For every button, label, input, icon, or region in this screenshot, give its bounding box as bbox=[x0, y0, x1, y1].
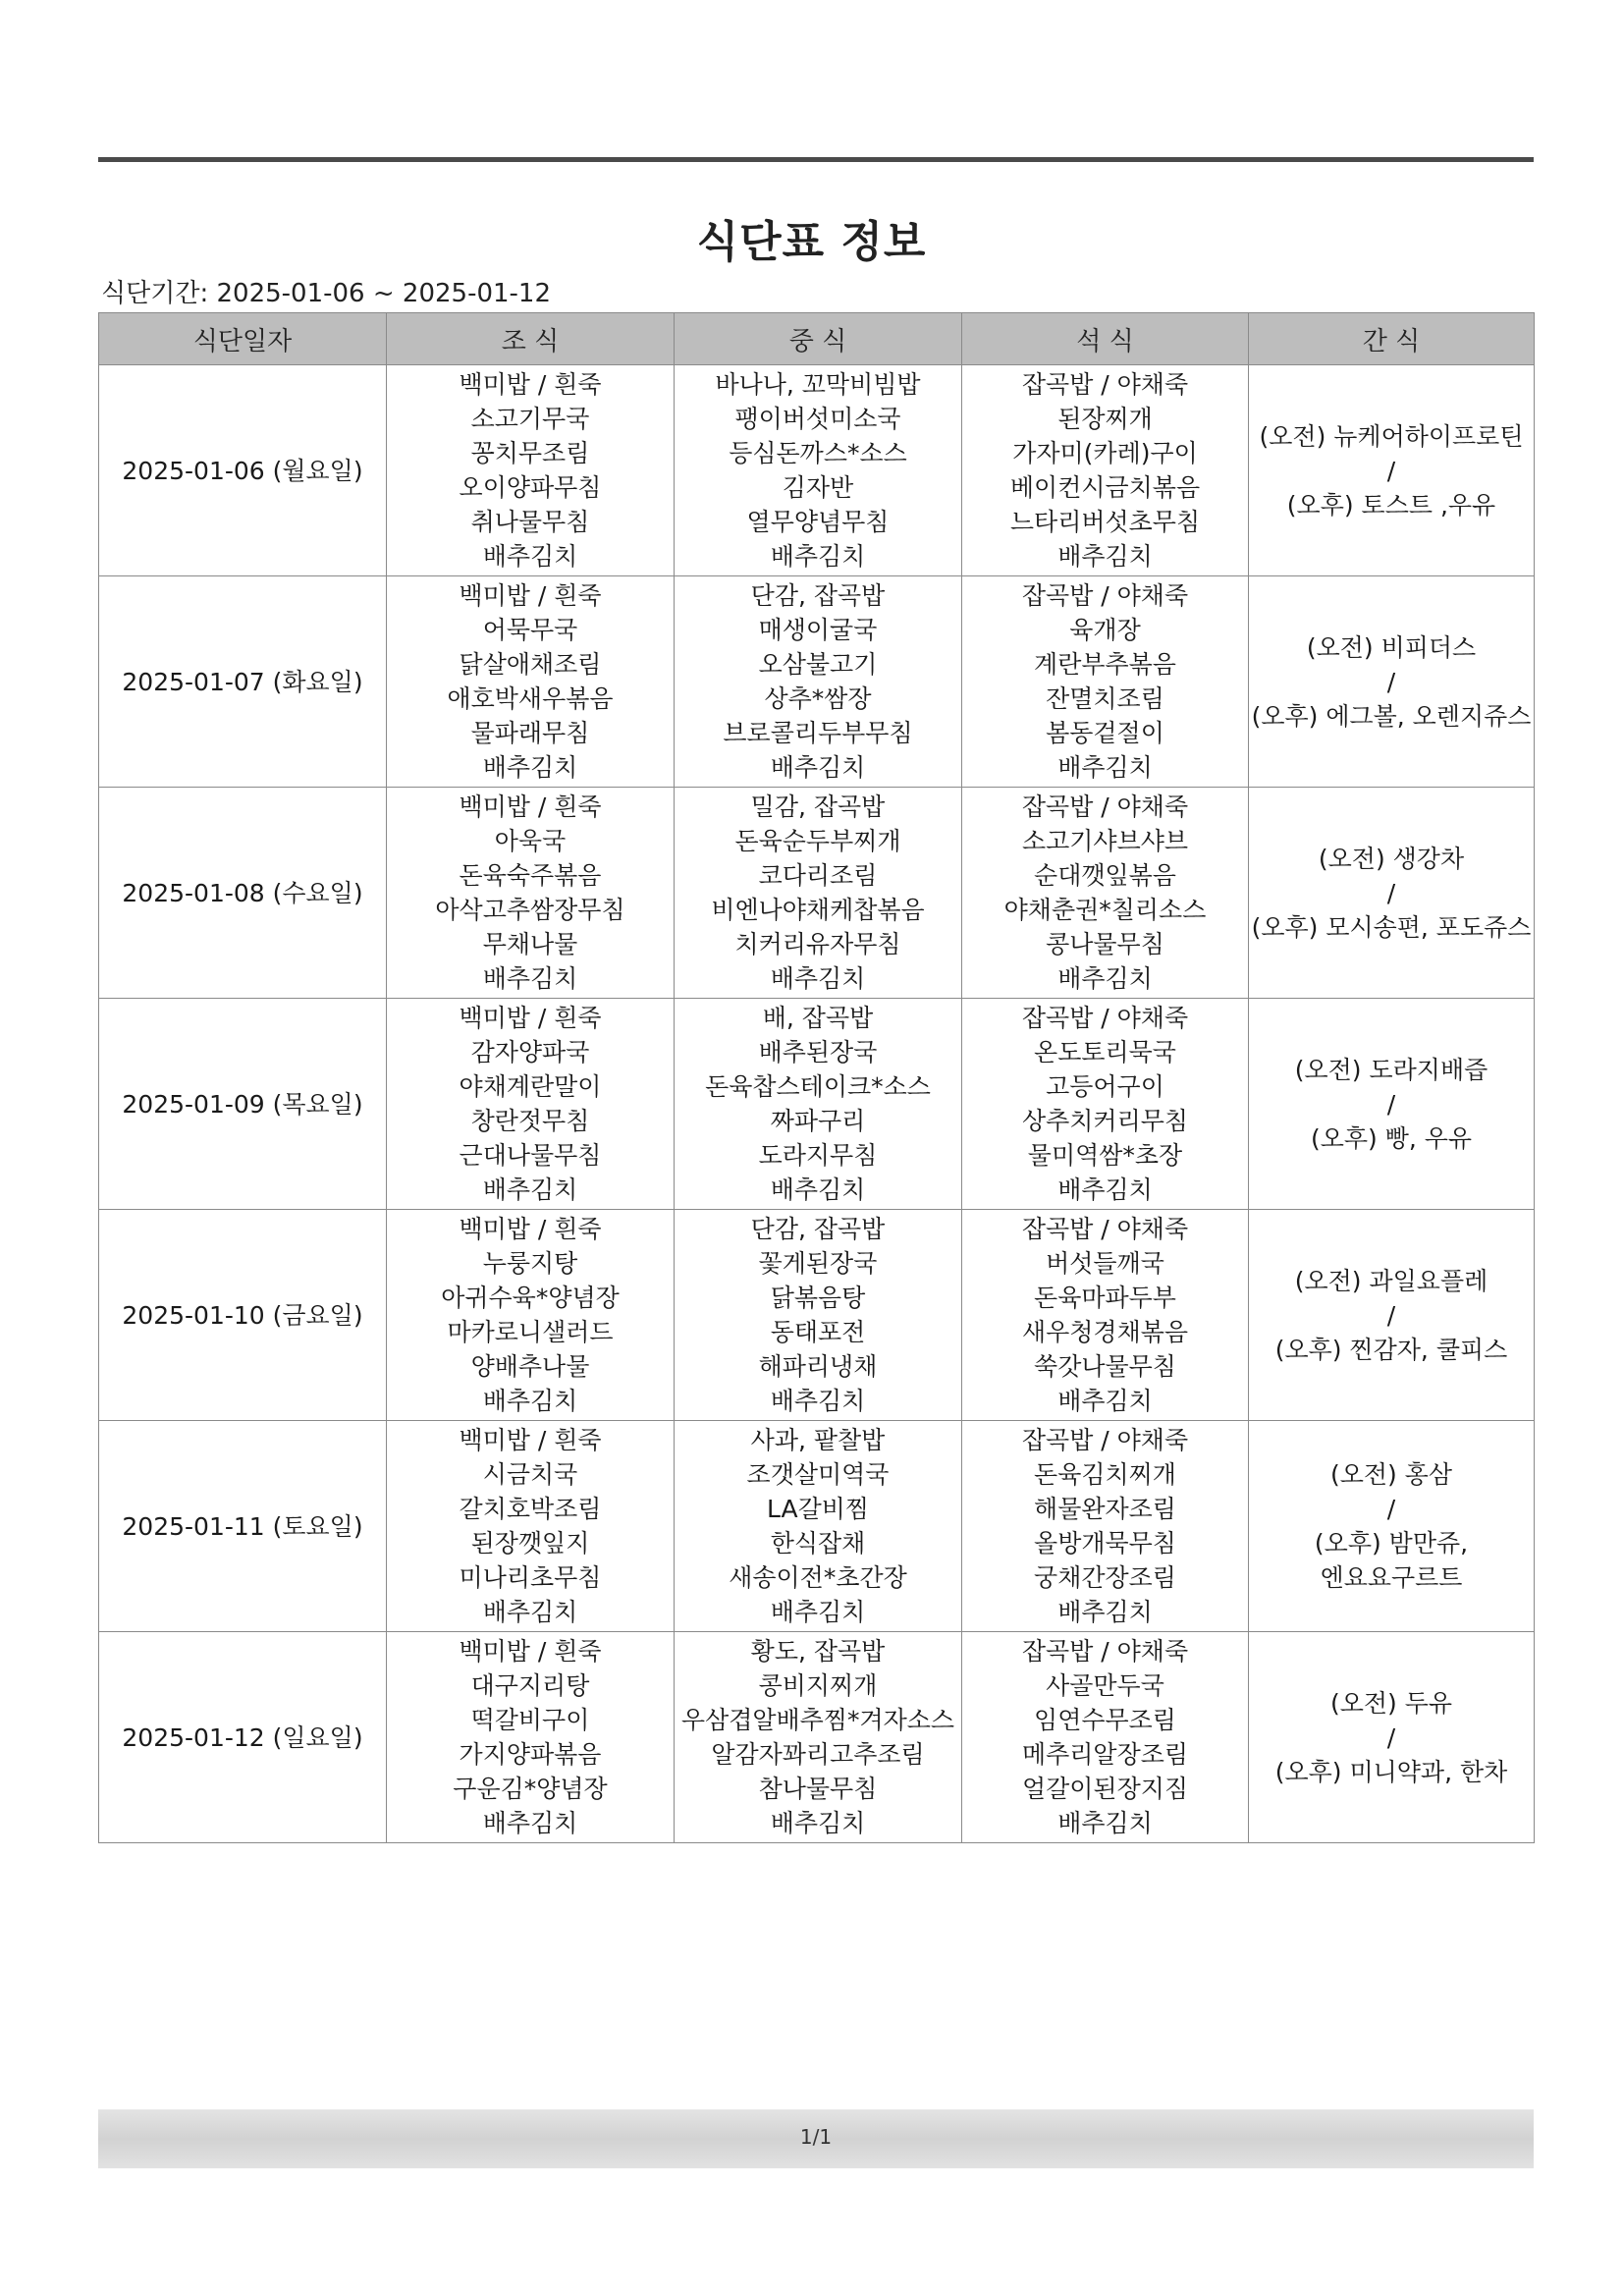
breakfast-cell bbox=[387, 1210, 675, 1421]
date-cell: 2025-01-08 (수요일) bbox=[99, 788, 387, 999]
menu-item: / bbox=[1386, 878, 1396, 907]
menu-item: 한식잡채 bbox=[770, 1529, 866, 1558]
header-breakfast: 조 식 bbox=[387, 313, 675, 365]
menu-item: 돈육마파두부 bbox=[1034, 1284, 1176, 1312]
menu-item: (오전) 홍삼 bbox=[1329, 1460, 1453, 1489]
menu-item: 잡곡밥 / 야채죽 bbox=[1021, 1637, 1189, 1666]
menu-item: 배추김치 bbox=[482, 964, 578, 993]
date-cell: 2025-01-09 (목요일) bbox=[99, 999, 387, 1210]
menu-item: 대구지리탕 bbox=[470, 1671, 590, 1700]
menu-item: 배추김치 bbox=[482, 1387, 578, 1415]
page-title: 식단표 정보 bbox=[696, 217, 927, 267]
menu-item: / bbox=[1386, 1495, 1396, 1523]
menu-item: 우삼겹알배추찜*겨자소스 bbox=[680, 1706, 955, 1734]
lunch-cell bbox=[675, 1632, 962, 1843]
menu-item: 메추리알장조림 bbox=[1021, 1740, 1189, 1769]
menu-item: 배추김치 bbox=[1057, 542, 1153, 571]
breakfast-cell bbox=[387, 788, 675, 999]
menu-item: 갈치호박조림 bbox=[459, 1495, 602, 1523]
menu-item: 상추*쌈장 bbox=[764, 684, 872, 713]
menu-item: 짜파구리 bbox=[770, 1107, 866, 1135]
menu-item: 백미밥 / 흰죽 bbox=[459, 793, 602, 821]
table-body bbox=[99, 365, 1535, 1843]
menu-item: (오후) 빵, 우유 bbox=[1310, 1123, 1473, 1153]
header-lunch: 중 식 bbox=[675, 313, 962, 365]
header-snack: 간 식 bbox=[1249, 313, 1535, 365]
dinner-cell bbox=[962, 576, 1249, 788]
menu-item: 야채계란말이 bbox=[459, 1072, 602, 1101]
menu-item: 배추김치 bbox=[770, 1809, 866, 1837]
menu-item: 상추치커리무침 bbox=[1021, 1107, 1189, 1135]
breakfast-cell bbox=[387, 1632, 675, 1843]
menu-item: 근대나물무침 bbox=[459, 1141, 602, 1170]
snack-cell bbox=[1249, 788, 1535, 999]
menu-item: 마카로니샐러드 bbox=[447, 1318, 614, 1346]
menu-item: 배추김치 bbox=[482, 1598, 578, 1626]
menu-item: (오후) 토스트 ,우유 bbox=[1286, 490, 1496, 519]
table-header-row bbox=[99, 313, 1535, 365]
menu-item: 소고기샤브샤브 bbox=[1021, 827, 1189, 855]
menu-item: 아삭고추쌈장무침 bbox=[435, 896, 625, 924]
menu-item: 배추김치 bbox=[1057, 1598, 1153, 1626]
menu-item: (오전) 도라지배즙 bbox=[1294, 1055, 1488, 1084]
snack-cell bbox=[1249, 1421, 1535, 1632]
menu-item: 배추김치 bbox=[1057, 753, 1153, 782]
table-row bbox=[99, 1632, 1535, 1843]
menu-item: 배추김치 bbox=[1057, 1175, 1153, 1204]
menu-item: 배추김치 bbox=[770, 964, 866, 993]
menu-item: 잡곡밥 / 야채죽 bbox=[1021, 1215, 1189, 1243]
menu-item: 배추김치 bbox=[1057, 1387, 1153, 1415]
table-row bbox=[99, 365, 1535, 576]
menu-item: 코다리조림 bbox=[758, 861, 878, 890]
menu-item: 백미밥 / 흰죽 bbox=[459, 1004, 602, 1032]
dinner-cell bbox=[962, 999, 1249, 1210]
menu-item: 황도, 잡곡밥 bbox=[750, 1637, 886, 1666]
menu-item: 얼갈이된장지짐 bbox=[1021, 1775, 1189, 1803]
menu-item: 쑥갓나물무침 bbox=[1034, 1352, 1176, 1381]
breakfast-cell bbox=[387, 576, 675, 788]
menu-item: 열무양념무침 bbox=[746, 508, 890, 536]
menu-item: 버섯들깨국 bbox=[1046, 1249, 1164, 1278]
menu-item: 배추김치 bbox=[770, 1387, 866, 1415]
menu-item: 잡곡밥 / 야채죽 bbox=[1021, 1004, 1189, 1032]
menu-item: 가지양파볶음 bbox=[459, 1740, 602, 1769]
menu-item: 순대깻잎볶음 bbox=[1034, 861, 1176, 890]
menu-item: / bbox=[1386, 1722, 1396, 1752]
menu-item: 닭볶음탕 bbox=[770, 1284, 866, 1312]
snack-cell bbox=[1249, 1210, 1535, 1421]
menu-item: 아욱국 bbox=[494, 827, 567, 855]
menu-item: 돈육김치찌개 bbox=[1034, 1460, 1176, 1489]
menu-item: (오전) 두유 bbox=[1329, 1688, 1453, 1718]
menu-item: 떡갈비구이 bbox=[470, 1706, 590, 1734]
menu-item: / bbox=[1386, 1089, 1396, 1119]
menu-item: 콩비지찌개 bbox=[758, 1671, 878, 1700]
menu-item: (오전) 뉴케어하이프로틴 bbox=[1259, 421, 1524, 451]
menu-item: 취나물무침 bbox=[470, 508, 590, 536]
menu-item: / bbox=[1386, 456, 1396, 485]
dinner-cell bbox=[962, 788, 1249, 999]
menu-item: 엔요요구르트 bbox=[1320, 1563, 1463, 1592]
breakfast-cell bbox=[387, 365, 675, 576]
menu-item: 오이양파무침 bbox=[459, 473, 602, 502]
date-cell: 2025-01-11 (토요일) bbox=[99, 1421, 387, 1632]
menu-item: 새우청경채볶음 bbox=[1021, 1318, 1189, 1346]
menu-item: 야채춘권*칠리소스 bbox=[1003, 896, 1207, 924]
menu-item: 배추김치 bbox=[770, 1175, 866, 1204]
table-row bbox=[99, 1210, 1535, 1421]
menu-item: 사골만두국 bbox=[1046, 1671, 1164, 1700]
menu-item: (오후) 밤만쥬, bbox=[1314, 1529, 1469, 1558]
menu-item: 새송이전*초간장 bbox=[729, 1563, 907, 1592]
lunch-cell bbox=[675, 576, 962, 788]
menu-item: (오전) 비피더스 bbox=[1306, 632, 1477, 662]
menu-item: 잔멸치조림 bbox=[1046, 684, 1164, 713]
menu-item: 비엔나야채케찹볶음 bbox=[711, 896, 925, 924]
menu-item: 창란젓무침 bbox=[470, 1107, 590, 1135]
menu-item: 치커리유자무침 bbox=[734, 930, 901, 958]
menu-item: 소고기무국 bbox=[470, 405, 590, 433]
menu-item: 백미밥 / 흰죽 bbox=[459, 1637, 602, 1666]
menu-item: 백미밥 / 흰죽 bbox=[459, 370, 602, 399]
menu-item: 조갯살미역국 bbox=[746, 1460, 890, 1489]
menu-item: 김자반 bbox=[782, 473, 854, 502]
menu-item: LA갈비찜 bbox=[766, 1495, 870, 1523]
date-cell: 2025-01-10 (금요일) bbox=[99, 1210, 387, 1421]
table-row bbox=[99, 999, 1535, 1210]
table-row bbox=[99, 1421, 1535, 1632]
menu-item: (오후) 모시송편, 포도쥬스 bbox=[1251, 912, 1532, 942]
menu-item: 미나리초무침 bbox=[459, 1563, 602, 1592]
menu-item: 콩나물무침 bbox=[1046, 930, 1164, 958]
menu-item: 오삼불고기 bbox=[758, 650, 878, 679]
menu-item: 배추김치 bbox=[482, 1809, 578, 1837]
table-row bbox=[99, 576, 1535, 788]
menu-item: 배, 잡곡밥 bbox=[762, 1004, 874, 1032]
menu-item: 온도토리묵국 bbox=[1034, 1038, 1176, 1066]
menu-item: 베이컨시금치볶음 bbox=[1009, 473, 1201, 502]
menu-item: 배추김치 bbox=[1057, 964, 1153, 993]
breakfast-cell bbox=[387, 999, 675, 1210]
menu-item: 계란부추볶음 bbox=[1034, 650, 1176, 679]
menu-item: 돈육찹스테이크*소스 bbox=[705, 1072, 931, 1101]
date-cell: 2025-01-06 (월요일) bbox=[99, 365, 387, 576]
top-rule bbox=[98, 157, 1534, 162]
menu-item: 어묵무국 bbox=[482, 616, 578, 644]
lunch-cell bbox=[675, 999, 962, 1210]
dinner-cell bbox=[962, 1210, 1249, 1421]
menu-item: 잡곡밥 / 야채죽 bbox=[1021, 370, 1189, 399]
menu-item: 단감, 잡곡밥 bbox=[750, 581, 886, 610]
menu-item: 올방개묵무침 bbox=[1034, 1529, 1176, 1558]
menu-item: / bbox=[1386, 667, 1396, 696]
menu-item: 된장찌개 bbox=[1057, 405, 1153, 433]
menu-item: 잡곡밥 / 야채죽 bbox=[1021, 793, 1189, 821]
snack-cell bbox=[1249, 1632, 1535, 1843]
header-dinner: 석 식 bbox=[962, 313, 1249, 365]
menu-item: 물파래무침 bbox=[470, 719, 590, 747]
menu-item: 된장깻잎지 bbox=[470, 1529, 590, 1558]
menu-item: 시금치국 bbox=[482, 1460, 578, 1489]
menu-item: (오후) 찐감자, 쿨피스 bbox=[1274, 1335, 1508, 1364]
menu-item: 임연수무조림 bbox=[1034, 1706, 1176, 1734]
menu-item: 물미역쌈*초장 bbox=[1027, 1141, 1183, 1170]
menu-item: (오전) 과일요플레 bbox=[1294, 1266, 1488, 1295]
menu-item: 꽃게된장국 bbox=[758, 1249, 878, 1278]
menu-item: 참나물무침 bbox=[758, 1775, 878, 1803]
lunch-cell bbox=[675, 365, 962, 576]
menu-item: 잡곡밥 / 야채죽 bbox=[1021, 581, 1189, 610]
menu-item: 아귀수육*양념장 bbox=[441, 1284, 620, 1312]
menu-item: 배추김치 bbox=[770, 1598, 866, 1626]
menu-item: 백미밥 / 흰죽 bbox=[459, 581, 602, 610]
menu-item: / bbox=[1386, 1300, 1396, 1330]
menu-item: 해물완자조림 bbox=[1034, 1495, 1176, 1523]
menu-item: 백미밥 / 흰죽 bbox=[459, 1215, 602, 1243]
menu-item: 궁채간장조림 bbox=[1034, 1563, 1176, 1592]
header-date: 식단일자 bbox=[99, 313, 387, 365]
menu-item: 애호박새우볶음 bbox=[447, 684, 614, 713]
menu-item: 무채나물 bbox=[482, 930, 578, 958]
menu-item: 바나나, 꼬막비빔밥 bbox=[715, 370, 921, 399]
snack-cell bbox=[1249, 999, 1535, 1210]
menu-item: 고등어구이 bbox=[1046, 1072, 1164, 1101]
menu-item: 백미밥 / 흰죽 bbox=[459, 1426, 602, 1454]
snack-cell bbox=[1249, 365, 1535, 576]
menu-item: (오후) 에그볼, 오렌지쥬스 bbox=[1251, 701, 1532, 731]
menu-item: 배추김치 bbox=[482, 753, 578, 782]
menu-item: 배추된장국 bbox=[758, 1038, 878, 1066]
dinner-cell bbox=[962, 1421, 1249, 1632]
dinner-cell bbox=[962, 1632, 1249, 1843]
menu-item: 매생이굴국 bbox=[758, 616, 878, 644]
menu-item: 봄동겉절이 bbox=[1046, 719, 1164, 747]
page-number: 1/1 bbox=[799, 2125, 833, 2149]
menu-item: 배추김치 bbox=[1057, 1809, 1153, 1837]
meal-table bbox=[98, 312, 1535, 1843]
menu-item: 양배추나물 bbox=[470, 1352, 590, 1381]
menu-item: 브로콜리두부무침 bbox=[723, 719, 913, 747]
menu-item: 배추김치 bbox=[482, 1175, 578, 1204]
menu-item: 사과, 팥찰밥 bbox=[750, 1426, 886, 1454]
menu-item: 돈육숙주볶음 bbox=[459, 861, 602, 890]
date-cell: 2025-01-12 (일요일) bbox=[99, 1632, 387, 1843]
menu-item: 감자양파국 bbox=[470, 1038, 590, 1066]
menu-item: 닭살애채조림 bbox=[459, 650, 602, 679]
menu-item: 해파리냉채 bbox=[758, 1352, 878, 1381]
menu-item: 꽁치무조림 bbox=[470, 439, 590, 467]
lunch-cell bbox=[675, 1421, 962, 1632]
menu-item: 배추김치 bbox=[482, 542, 578, 571]
meal-period: 식단기간: 2025-01-06 ~ 2025-01-12 bbox=[101, 279, 552, 308]
menu-item: 구운김*양념장 bbox=[453, 1775, 608, 1803]
dinner-cell bbox=[962, 365, 1249, 576]
menu-item: 가자미(카레)구이 bbox=[1012, 439, 1198, 467]
snack-cell bbox=[1249, 576, 1535, 788]
menu-item: 단감, 잡곡밥 bbox=[750, 1215, 886, 1243]
table-row bbox=[99, 788, 1535, 999]
menu-item: 도라지무침 bbox=[758, 1141, 878, 1170]
menu-item: 잡곡밥 / 야채죽 bbox=[1021, 1426, 1189, 1454]
menu-item: 알감자꽈리고추조림 bbox=[711, 1740, 925, 1769]
lunch-cell bbox=[675, 788, 962, 999]
menu-item: 배추김치 bbox=[770, 753, 866, 782]
menu-item: 누룽지탕 bbox=[482, 1249, 578, 1278]
menu-item: 밀감, 잡곡밥 bbox=[750, 793, 886, 821]
menu-item: (오후) 미니약과, 한차 bbox=[1274, 1757, 1508, 1786]
lunch-cell bbox=[675, 1210, 962, 1421]
menu-item: 배추김치 bbox=[770, 542, 866, 571]
breakfast-cell bbox=[387, 1421, 675, 1632]
footer-bar bbox=[98, 2109, 1534, 2168]
date-cell: 2025-01-07 (화요일) bbox=[99, 576, 387, 788]
menu-item: (오전) 생강차 bbox=[1318, 844, 1465, 873]
menu-item: 팽이버섯미소국 bbox=[734, 405, 901, 433]
menu-item: 동태포전 bbox=[770, 1318, 866, 1346]
menu-item: 육개장 bbox=[1069, 616, 1141, 644]
menu-item: 돈육순두부찌개 bbox=[734, 827, 901, 855]
menu-item: 등심돈까스*소스 bbox=[729, 439, 907, 467]
menu-item: 느타리버섯초무침 bbox=[1009, 508, 1201, 536]
